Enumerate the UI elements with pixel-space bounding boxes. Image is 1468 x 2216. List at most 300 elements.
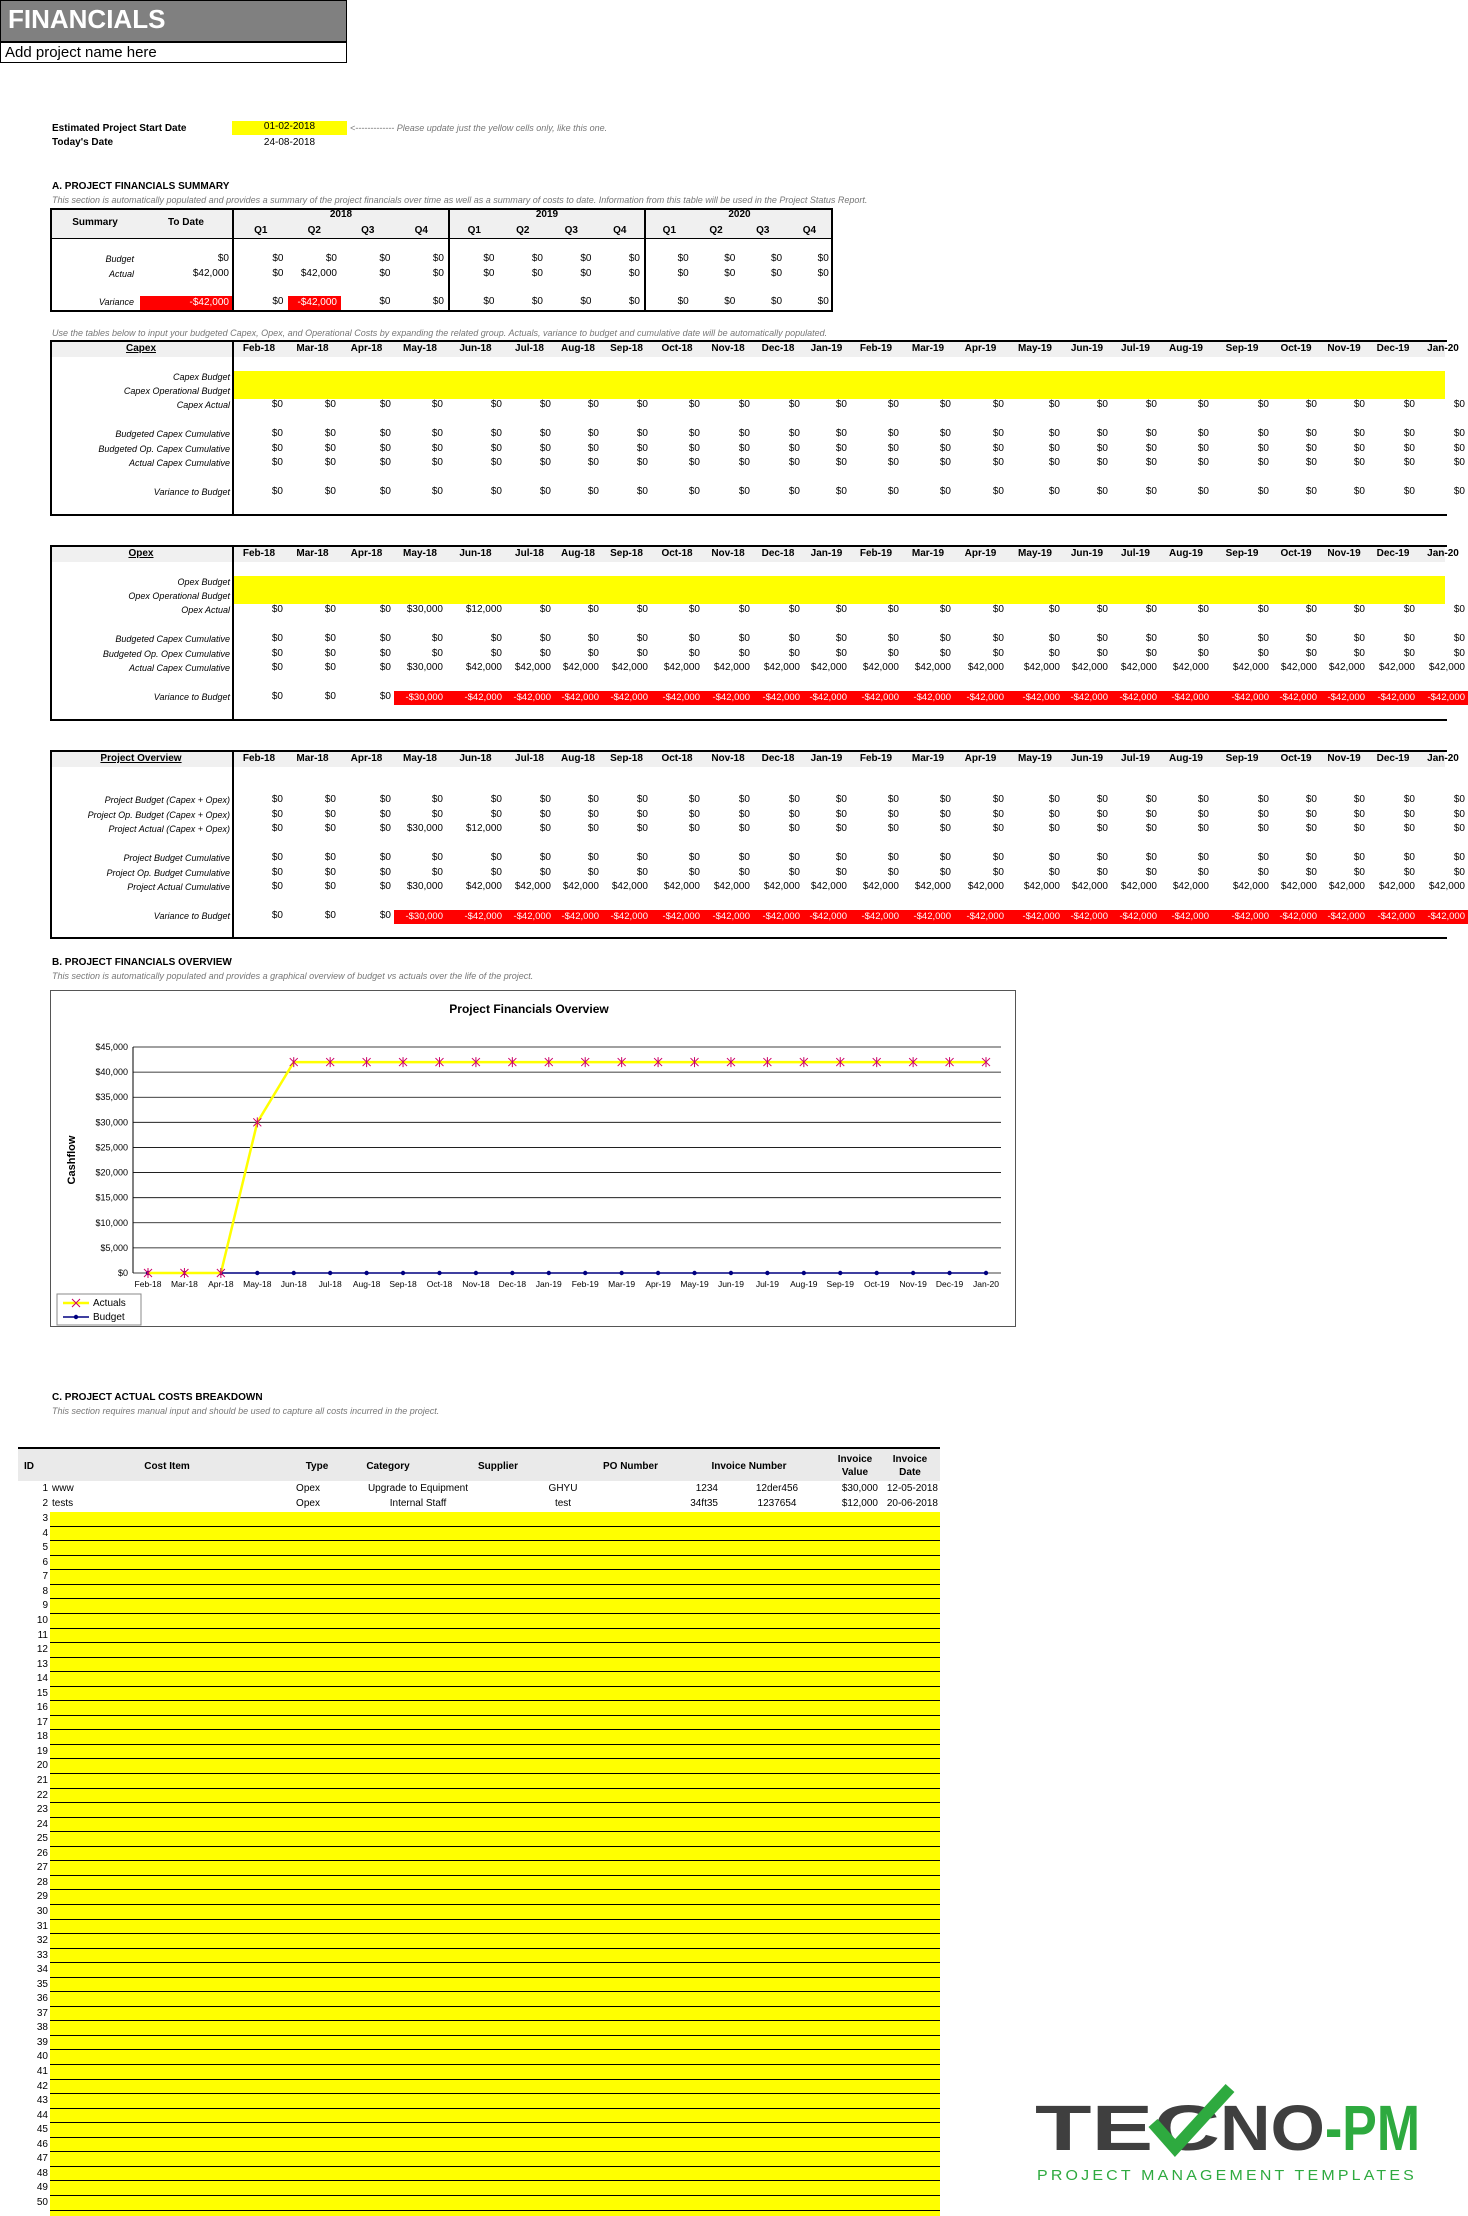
x-tick-label: May-18 — [243, 1279, 272, 1289]
summary-cell: $0 — [379, 268, 391, 279]
overview-cell: $12,000 — [465, 823, 502, 834]
capex-cell: $0 — [738, 399, 750, 410]
capex-input-row[interactable] — [234, 385, 1445, 399]
overview-month-header: Jul-19 — [1121, 753, 1150, 764]
overview-cell: $0 — [587, 794, 599, 805]
year-header-2018: 2018 — [329, 209, 353, 220]
capex-cell: $0 — [738, 486, 750, 497]
cost-row-id: 11 — [37, 1629, 48, 1641]
opex-cell: $0 — [788, 604, 800, 615]
opex-cell: $0 — [1048, 604, 1060, 615]
x-tick-label: Nov-18 — [462, 1279, 490, 1289]
opex-month-header: Aug-19 — [1169, 548, 1203, 559]
opex-month-header: Nov-19 — [1327, 548, 1361, 559]
capex-cell: $0 — [636, 399, 648, 410]
capex-month-header: Sep-19 — [1225, 343, 1259, 354]
overview-cell: -$42,000 — [602, 910, 651, 924]
budget-point — [765, 1271, 769, 1275]
opex-cell: $0 — [271, 691, 283, 702]
opex-row-label: Budgeted Capex Cumulative — [115, 634, 230, 644]
y-axis-label: Cashflow — [66, 1135, 78, 1185]
summary-cell: $0 — [580, 296, 592, 307]
capex-cell: $0 — [939, 443, 951, 454]
opex-month-header: Mar-19 — [911, 548, 945, 559]
summary-todate-value: $42,000 — [192, 268, 229, 279]
opex-cell: -$42,000 — [1320, 691, 1368, 705]
capex-cell: $0 — [1145, 443, 1157, 454]
summary-row-label: Actual — [108, 269, 134, 279]
overview-cell: $0 — [490, 809, 502, 820]
cost-row-rule — [50, 1846, 940, 1847]
capex-cell: $0 — [835, 399, 847, 410]
x-tick-label: Mar-19 — [608, 1279, 636, 1289]
overview-cell: $0 — [324, 910, 336, 921]
capex-cell: $0 — [1096, 428, 1108, 439]
opex-row-label: Opex Budget — [177, 577, 230, 587]
overview-cell: $0 — [636, 794, 648, 805]
overview-cell: -$42,000 — [703, 910, 753, 924]
summary-cell: $0 — [677, 296, 689, 307]
quarter-header: Q3 — [756, 225, 770, 236]
capex-cell: $0 — [788, 428, 800, 439]
opex-row-label: Actual Capex Cumulative — [128, 663, 230, 673]
cost-row-id: 2 — [42, 1497, 48, 1509]
cost-row-rule — [50, 2180, 940, 2181]
logo — [1035, 2088, 1420, 2188]
overview-cell: $0 — [887, 852, 899, 863]
capex-month-header: Mar-18 — [296, 343, 329, 354]
cost-row-type[interactable]: Opex — [296, 1497, 320, 1509]
budget-point — [328, 1271, 332, 1275]
chart-frame — [50, 990, 1016, 1327]
opex-cell: $0 — [1305, 633, 1317, 644]
capex-cell: $0 — [1048, 457, 1060, 468]
cost-row-rule — [50, 1584, 940, 1585]
overview-cell: $0 — [379, 881, 391, 892]
opex-cell: $0 — [539, 648, 551, 659]
overview-cell: $42,000 — [611, 881, 648, 892]
overview-cell: $0 — [1145, 809, 1157, 820]
cost-row-invoice[interactable]: 12der456 — [755, 1483, 799, 1494]
opex-cell: -$42,000 — [651, 691, 703, 705]
capex-cell: $0 — [324, 443, 336, 454]
overview-cell: $30,000 — [406, 823, 443, 834]
cost-row-rule — [50, 1875, 940, 1876]
opex-input-row[interactable] — [234, 590, 1445, 604]
cost-breakdown-table — [18, 1447, 940, 2206]
capex-cell: $0 — [636, 428, 648, 439]
overview-row-label: Project Budget (Capex + Opex) — [104, 795, 230, 805]
overview-cell: $42,000 — [465, 881, 502, 892]
capex-cell: $0 — [539, 457, 551, 468]
budget-point — [692, 1271, 696, 1275]
opex-cell: $42,000 — [562, 662, 599, 673]
capex-cell: $0 — [688, 399, 700, 410]
overview-cell: $0 — [992, 852, 1004, 863]
cost-header-6: Invoice Number — [711, 1461, 787, 1472]
overview-cell: $0 — [636, 823, 648, 834]
budget-point — [437, 1271, 441, 1275]
cost-row-type[interactable]: Opex — [296, 1483, 320, 1494]
overview-cell: $0 — [1257, 852, 1269, 863]
overview-cell: $0 — [992, 867, 1004, 878]
x-tick-label: Jun-19 — [717, 1279, 744, 1289]
section-a-title: A. PROJECT FINANCIALS SUMMARY — [52, 181, 230, 192]
opex-cell: $0 — [688, 648, 700, 659]
opex-cell: -$42,000 — [1212, 691, 1272, 705]
cost-header-2: Type — [305, 1461, 329, 1472]
overview-cell: $0 — [431, 867, 443, 878]
overview-cell: -$42,000 — [1160, 910, 1212, 924]
opex-month-header: Jun-18 — [459, 548, 492, 559]
summary-cell: $0 — [272, 268, 284, 279]
summary-cell: $0 — [817, 268, 829, 279]
overview-cell: -$42,000 — [505, 910, 554, 924]
capex-month-header: Jun-18 — [459, 343, 492, 354]
opex-cell: $0 — [835, 604, 847, 615]
cost-row-id: 12 — [36, 1644, 48, 1656]
opex-cell: -$42,000 — [1063, 691, 1111, 705]
capex-month-header: Apr-18 — [350, 343, 383, 354]
cost-row-rule — [50, 1831, 940, 1832]
cost-row-rule — [50, 2137, 940, 2138]
overview-cell: -$42,000 — [753, 910, 803, 924]
summary-cell: $0 — [531, 296, 543, 307]
cost-row-category[interactable]: Upgrade to Equipment — [367, 1483, 469, 1494]
cost-row-rule — [50, 2195, 940, 2196]
section-c-title: C. PROJECT ACTUAL COSTS BREAKDOWN — [52, 1392, 263, 1403]
overview-cell: $0 — [1305, 794, 1317, 805]
capex-month-header: May-18 — [403, 343, 437, 354]
overview-cell: $0 — [688, 867, 700, 878]
overview-cell: $42,000 — [1023, 881, 1060, 892]
opex-cell: $0 — [1353, 648, 1365, 659]
opex-cell: $0 — [1145, 604, 1157, 615]
cost-row-id: 1 — [42, 1483, 48, 1494]
cost-row-id: 33 — [36, 1949, 48, 1961]
capex-cell: $0 — [1403, 428, 1415, 439]
capex-cell: $0 — [636, 457, 648, 468]
overview-cell: $0 — [1403, 867, 1415, 878]
budget-point — [838, 1271, 842, 1275]
overview-cell: $0 — [1048, 809, 1060, 820]
overview-month-header: Nov-18 — [711, 753, 745, 764]
overview-cell: $42,000 — [1172, 881, 1209, 892]
overview-month-header: Feb-18 — [242, 753, 276, 764]
cost-row-rule — [50, 1671, 940, 1672]
opex-cell: $0 — [1096, 648, 1108, 659]
opex-row-label: Budgeted Op. Opex Cumulative — [102, 649, 230, 659]
cost-header-3: Category — [366, 1461, 410, 1472]
overview-cell: $0 — [1257, 794, 1269, 805]
overview-cell: $0 — [1453, 867, 1465, 878]
cost-row-invoice[interactable]: 1237654 — [757, 1497, 797, 1509]
opex-cell: $42,000 — [862, 662, 899, 673]
capex-month-header: Sep-18 — [610, 343, 643, 354]
summary-todate-value: $0 — [217, 253, 229, 264]
overview-month-header: Apr-19 — [964, 753, 997, 764]
opex-cell: $0 — [1305, 604, 1317, 615]
sheet-title: FINANCIALS — [0, 0, 347, 42]
overview-cell: $0 — [324, 809, 336, 820]
capex-cell: $0 — [1305, 457, 1317, 468]
capex-input-row[interactable] — [234, 371, 1445, 385]
cost-row-value[interactable]: $12,000 — [841, 1497, 878, 1509]
opex-cell: $0 — [1305, 648, 1317, 659]
opex-cell: $0 — [1353, 633, 1365, 644]
overview-cell: $0 — [587, 852, 599, 863]
budget-point — [911, 1271, 915, 1275]
y-tick-label: $40,000 — [95, 1067, 128, 1078]
cost-row-rule — [50, 1817, 940, 1818]
capex-cell: $0 — [1257, 486, 1269, 497]
quarter-header: Q2 — [307, 225, 321, 236]
overview-month-header: Sep-18 — [610, 753, 643, 764]
x-tick-label: Oct-18 — [426, 1279, 453, 1289]
cost-row-date[interactable]: 12-05-2018 — [886, 1483, 938, 1494]
cost-row-rule — [50, 2122, 940, 2123]
capex-cell: $0 — [1305, 428, 1317, 439]
capex-cell: $0 — [1257, 399, 1269, 410]
overview-cell: $0 — [636, 867, 648, 878]
opex-cell: -$42,000 — [703, 691, 753, 705]
opex-month-header: Sep-19 — [1225, 548, 1259, 559]
overview-cell: $0 — [271, 823, 283, 834]
capex-cell: $0 — [887, 486, 899, 497]
opex-cell: $42,000 — [663, 662, 700, 673]
opex-cell: $0 — [271, 604, 283, 615]
opex-cell: $0 — [587, 633, 599, 644]
summary-cell: $0 — [628, 268, 640, 279]
opex-cell: -$42,000 — [850, 691, 902, 705]
capex-cell: $0 — [1403, 443, 1415, 454]
overview-cell: $0 — [788, 823, 800, 834]
cost-row-supplier[interactable]: test — [554, 1497, 572, 1509]
opex-cell: $0 — [490, 633, 502, 644]
section-b-note: This section is automatically populated and provides a graphical overview of budget vs actuals over the life of the project. — [52, 971, 534, 981]
overview-cell: $0 — [835, 852, 847, 863]
cost-row-po[interactable]: 34ft35 — [690, 1497, 718, 1509]
cost-row-rule — [50, 2079, 940, 2080]
y-tick-label: $5,000 — [100, 1242, 128, 1253]
overview-cell: $42,000 — [1328, 881, 1365, 892]
x-tick-label: Jul-18 — [318, 1279, 342, 1289]
opex-cell: $42,000 — [465, 662, 502, 673]
y-tick-label: $15,000 — [95, 1192, 128, 1203]
overview-cell: $30,000 — [406, 881, 443, 892]
overview-cell: $0 — [1048, 867, 1060, 878]
overview-cell: $0 — [1145, 867, 1157, 878]
capex-cell: $0 — [939, 399, 951, 410]
capex-row-label: Capex Operational Budget — [123, 386, 230, 396]
opex-month-header: May-19 — [1018, 548, 1052, 559]
capex-cell: $0 — [1305, 443, 1317, 454]
opex-cell: -$42,000 — [554, 691, 602, 705]
overview-cell: $0 — [887, 809, 899, 820]
cost-row-id: 36 — [36, 1993, 48, 2005]
opex-cell: $0 — [431, 648, 443, 659]
overview-row-label: Project Budget Cumulative — [123, 853, 230, 863]
opex-cell: $0 — [490, 648, 502, 659]
opex-cell: $0 — [1145, 633, 1157, 644]
y-tick-label: $25,000 — [95, 1142, 128, 1153]
x-tick-label: Mar-18 — [170, 1279, 198, 1289]
opex-cell: -$42,000 — [1272, 691, 1320, 705]
start-date-input[interactable]: 01-02-2018 — [232, 121, 347, 135]
capex-cell: $0 — [788, 443, 800, 454]
capex-month-header: Dec-18 — [761, 343, 795, 354]
cost-row-rule — [50, 2210, 940, 2211]
summary-cell: $0 — [483, 296, 495, 307]
capex-cell: $0 — [835, 443, 847, 454]
overview-cell: -$42,000 — [1368, 910, 1418, 924]
overview-cell: $0 — [788, 852, 800, 863]
opex-cell: $42,000 — [1232, 662, 1269, 673]
capex-cell: $0 — [1353, 457, 1365, 468]
opex-row-label: Variance to Budget — [153, 692, 230, 702]
overview-cell: $0 — [835, 809, 847, 820]
opex-cell: $0 — [738, 648, 750, 659]
cost-row-id: 13 — [36, 1658, 48, 1670]
opex-cell: $0 — [636, 648, 648, 659]
opex-cell: $0 — [788, 633, 800, 644]
capex-cell: $0 — [324, 428, 336, 439]
cost-row-rule — [50, 2049, 940, 2050]
overview-cell: $42,000 — [562, 881, 599, 892]
cost-input-area[interactable] — [50, 1512, 940, 2216]
start-date-note: <------------- Please update just the yellow cells only, like this one. — [350, 123, 608, 133]
opex-cell: $42,000 — [1071, 662, 1108, 673]
cost-row-rule — [50, 1933, 940, 1934]
overview-cell: -$42,000 — [1007, 910, 1063, 924]
capex-cell: $0 — [324, 486, 336, 497]
actuals-line — [148, 1062, 986, 1273]
cost-header-7: Invoice — [837, 1454, 873, 1465]
project-name-field[interactable]: Add project name here — [0, 42, 347, 63]
opex-cell: $0 — [1096, 604, 1108, 615]
capex-cell: $0 — [788, 399, 800, 410]
cost-row-rule — [50, 1919, 940, 1920]
overview-cell: $0 — [738, 823, 750, 834]
opex-cell: $0 — [379, 691, 391, 702]
overview-cell: $0 — [1257, 823, 1269, 834]
overview-cell: $0 — [1257, 867, 1269, 878]
quarter-header: Q3 — [361, 225, 375, 236]
cost-header-1: Cost Item — [144, 1461, 190, 1472]
opex-cell: $0 — [1257, 648, 1269, 659]
cost-row-id: 4 — [42, 1527, 48, 1539]
budget-point — [874, 1271, 878, 1275]
opex-cell: $0 — [992, 633, 1004, 644]
overview-month-header: Dec-18 — [761, 753, 795, 764]
capex-cell: $0 — [887, 457, 899, 468]
cost-row-rule — [50, 1628, 940, 1629]
cost-row-po[interactable]: 1234 — [695, 1483, 718, 1494]
capex-cell: $0 — [587, 443, 599, 454]
opex-cell: $0 — [324, 662, 336, 673]
opex-cell: $0 — [587, 604, 599, 615]
overview-cell: $42,000 — [1378, 881, 1415, 892]
section-b-title: B. PROJECT FINANCIALS OVERVIEW — [52, 957, 232, 968]
overview-cell: $0 — [887, 823, 899, 834]
overview-cell: $0 — [587, 867, 599, 878]
cost-row-rule — [50, 1991, 940, 1992]
legend-budget-marker — [74, 1315, 78, 1319]
opex-cell: $12,000 — [465, 604, 502, 615]
cost-row-id: 37 — [36, 2007, 48, 2019]
overview-cell: $0 — [1096, 823, 1108, 834]
overview-cell: $0 — [887, 867, 899, 878]
overview-cell: $0 — [431, 794, 443, 805]
budget-point — [583, 1271, 587, 1275]
cost-row-rule — [50, 1613, 940, 1614]
overview-cell: $42,000 — [763, 881, 800, 892]
overview-cell: $0 — [835, 867, 847, 878]
overview-cell: $0 — [688, 809, 700, 820]
summary-cell: $0 — [770, 296, 783, 307]
overview-cell: $0 — [738, 794, 750, 805]
overview-cell: $0 — [992, 809, 1004, 820]
opex-month-header: Dec-18 — [761, 548, 795, 559]
overview-cell: $0 — [539, 867, 551, 878]
cost-row-value[interactable]: $30,000 — [841, 1483, 878, 1494]
opex-cell: $0 — [636, 633, 648, 644]
capex-cell: $0 — [490, 457, 502, 468]
opex-cell: $0 — [1048, 633, 1060, 644]
opex-cell: $0 — [992, 604, 1004, 615]
overview-cell: $0 — [835, 794, 847, 805]
opex-month-header: Oct-18 — [661, 548, 693, 559]
opex-cell: -$42,000 — [753, 691, 803, 705]
summary-cell: $0 — [432, 296, 444, 307]
capex-cell: $0 — [271, 428, 283, 439]
summary-cell: $0 — [432, 268, 444, 279]
opex-month-header: Jul-18 — [515, 548, 544, 559]
capex-cell: $0 — [939, 486, 951, 497]
opex-input-row[interactable] — [234, 576, 1445, 590]
overview-cell: $0 — [992, 823, 1004, 834]
cost-row-date[interactable]: 20-06-2018 — [886, 1497, 938, 1509]
overview-cell: $0 — [688, 823, 700, 834]
cost-row-item[interactable]: www — [52, 1483, 74, 1494]
summary-cell: $0 — [724, 268, 736, 279]
x-tick-label: May-19 — [680, 1279, 709, 1289]
cost-row-category[interactable]: Internal Staff — [389, 1497, 447, 1509]
capex-cell: $0 — [271, 399, 283, 410]
capex-cell: $0 — [887, 443, 899, 454]
summary-cell: $0 — [432, 253, 444, 264]
overview-cell: -$42,000 — [554, 910, 602, 924]
cost-row-id: 24 — [36, 1818, 48, 1830]
cost-row-supplier[interactable]: GHYU — [548, 1483, 578, 1494]
summary-cell: $0 — [677, 268, 689, 279]
opex-row-label: Opex Actual — [181, 605, 230, 615]
summary-cell: $0 — [580, 253, 592, 264]
capex-cell: $0 — [788, 486, 800, 497]
cost-row-id: 31 — [36, 1920, 48, 1932]
overview-cell: $0 — [379, 852, 391, 863]
overview-cell: $0 — [324, 881, 336, 892]
opex-cell: $42,000 — [1378, 662, 1415, 673]
opex-cell: $0 — [688, 604, 700, 615]
capex-row-label: Budgeted Capex Cumulative — [115, 429, 230, 439]
overview-cell: $0 — [738, 867, 750, 878]
summary-cell: $42,000 — [300, 268, 337, 279]
cost-row-item[interactable]: tests — [52, 1497, 74, 1509]
capex-cell: $0 — [887, 399, 899, 410]
opex-cell: $0 — [1145, 648, 1157, 659]
capex-cell: $0 — [992, 457, 1004, 468]
